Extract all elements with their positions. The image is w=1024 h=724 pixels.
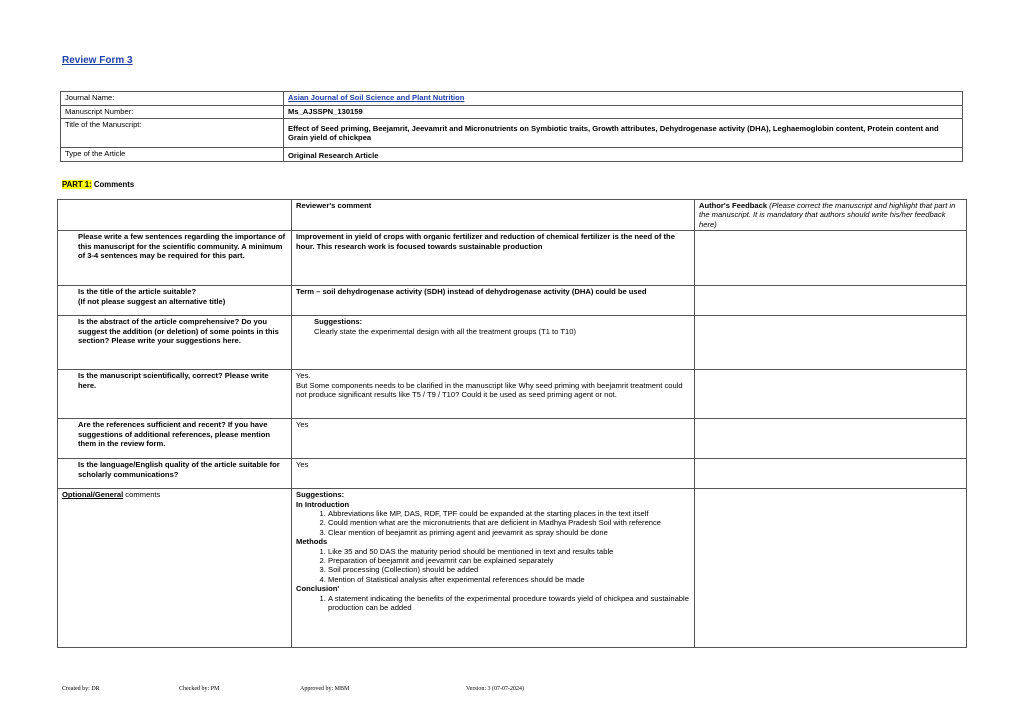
optional-label-rest: comments <box>123 490 161 500</box>
table-row <box>58 316 967 370</box>
manuscript-title-label: Title of the Manuscript: <box>61 119 284 148</box>
author-feedback-title: Author's Feedback <box>699 201 768 210</box>
list-item: 1. A statement indicating the benefits of the experimental procedure towards yield of chickpea and sustainable production can be added <box>328 594 690 613</box>
article-type-value: Original Research Article <box>284 148 963 162</box>
list-item: 2. Could mention what are the micronutrients that are deficient in Madhya Pradesh Soil with reference <box>328 518 690 527</box>
optional-suggestions-head: Suggestions: <box>296 490 345 500</box>
table-row <box>58 286 967 316</box>
footer-approved-by: Approved by: MBM <box>300 686 350 692</box>
abstract-suggestion-text: Clearly state the experimental design with all the treatment groups (T1 to T10) <box>314 326 576 336</box>
reviewer-comment-header: Reviewer's comment <box>292 200 695 231</box>
form-title: Review Form 3 <box>62 55 133 66</box>
question-scientific: Is the manuscript scientifically, correct? Please write here. <box>58 370 292 419</box>
comment-title: Term – soil dehydrogenase activity (SDH) instead of dehydrogenase activity (DHA) could be used <box>292 286 695 316</box>
footer-checked-by: Checked by: PM <box>179 686 220 692</box>
author-feedback-cell[interactable] <box>695 419 967 459</box>
methods-list <box>296 547 690 585</box>
comment-abstract <box>292 316 695 370</box>
list-item: 3. Clear mention of beejamrit as priming agent and jeevamrit as spray should be done <box>328 528 690 537</box>
manuscript-info-table <box>60 91 963 162</box>
author-feedback-cell[interactable] <box>695 370 967 419</box>
conclusion-head: Conclusion' <box>296 584 340 594</box>
comments-table <box>57 199 967 648</box>
introduction-head: In Introduction <box>296 499 350 509</box>
table-row <box>58 419 967 459</box>
article-type-label: Type of the Article <box>61 148 284 162</box>
optional-comments-body <box>292 489 695 648</box>
author-feedback-cell[interactable] <box>695 459 967 489</box>
journal-link[interactable]: Asian Journal of Soil Science and Plant Nutrition <box>288 93 465 102</box>
comment-scientific: Yes. But Some components needs to be clarified in the manuscript like Why seed priming with beejamrit treatment could not produce significant results like T5 / T9 / T10? Could it be used as seed priming agent or not. <box>292 370 695 419</box>
journal-label: Journal Name: <box>61 92 284 106</box>
list-item: 2. Preparation of beejamrit and jeevamrit can be explained separately <box>328 556 690 565</box>
question-importance: Please write a few sentences regarding the importance of this manuscript for the scientific community. A minimum of 3-4 sentences may be required for this part. <box>58 231 292 286</box>
table-row <box>58 459 967 489</box>
manuscript-number-label: Manuscript Number: <box>61 106 284 119</box>
manuscript-title-value: Effect of Seed priming, Beejamrit, Jeevamrit and Micronutrients on Symbiotic traits, Growth attributes, Dehydrogenase activity (DHA), Leghaemoglobin content, Protein content and Grain yield of chickpea <box>284 119 963 148</box>
introduction-list <box>296 509 690 537</box>
table-row <box>58 370 967 419</box>
table-row <box>58 231 967 286</box>
conclusion-list <box>296 594 690 613</box>
part-1-heading <box>62 180 134 189</box>
optional-comments-label <box>58 489 292 648</box>
author-feedback-header <box>695 200 967 231</box>
question-language: Is the language/English quality of the article suitable for scholarly communications? <box>58 459 292 489</box>
question-references: Are the references sufficient and recent? If you have suggestions of additional references, please mention them in the review form. <box>58 419 292 459</box>
footer-version: Version: 3 (07-07-2024) <box>466 686 524 692</box>
methods-head: Methods <box>296 537 328 547</box>
author-feedback-cell[interactable] <box>695 489 967 648</box>
manuscript-number-value: Ms_AJSSPN_130159 <box>284 106 963 119</box>
footer-created-by: Created by: DR <box>62 686 100 692</box>
author-feedback-cell[interactable] <box>695 316 967 370</box>
part-1-prefix: PART 1: <box>62 180 92 189</box>
question-title: Is the title of the article suitable? (If not please suggest an alternative title) <box>58 286 292 316</box>
optional-label-underlined: Optional/General <box>62 490 124 500</box>
author-feedback-cell[interactable] <box>695 231 967 286</box>
author-feedback-cell[interactable] <box>695 286 967 316</box>
list-item: 4. Mention of Statistical analysis after experimental references should be made <box>328 575 690 584</box>
list-item: 1. Abbreviations like MP, DAS, RDF, TPF could be expanded at the starting places in the text itself <box>328 509 690 518</box>
author-feedback-note: (Please correct the manuscript and highlight that part in the manuscript. It is mandatory that authors should write his/her feedback here) <box>699 201 956 229</box>
list-item: 1. Like 35 and 50 DAS the maturity period should be mentioned in text and results table <box>328 547 690 556</box>
comment-references: Yes <box>292 419 695 459</box>
comment-importance: Improvement in yield of crops with organic fertilizer and reduction of chemical fertilizer is the need of the hour. This research work is focused towards sustainable production <box>292 231 695 286</box>
question-abstract: Is the abstract of the article comprehensive? Do you suggest the addition (or deletion) of some points in this section? Please write your suggestions here. <box>58 316 292 370</box>
comment-language: Yes <box>292 459 695 489</box>
abstract-suggestions-head: Suggestions: <box>314 317 363 327</box>
header-empty-cell <box>58 200 292 231</box>
part-1-label: Comments <box>91 180 135 189</box>
list-item: 3. Soil processing (Collection) should be added <box>328 565 690 574</box>
table-row <box>58 489 967 648</box>
